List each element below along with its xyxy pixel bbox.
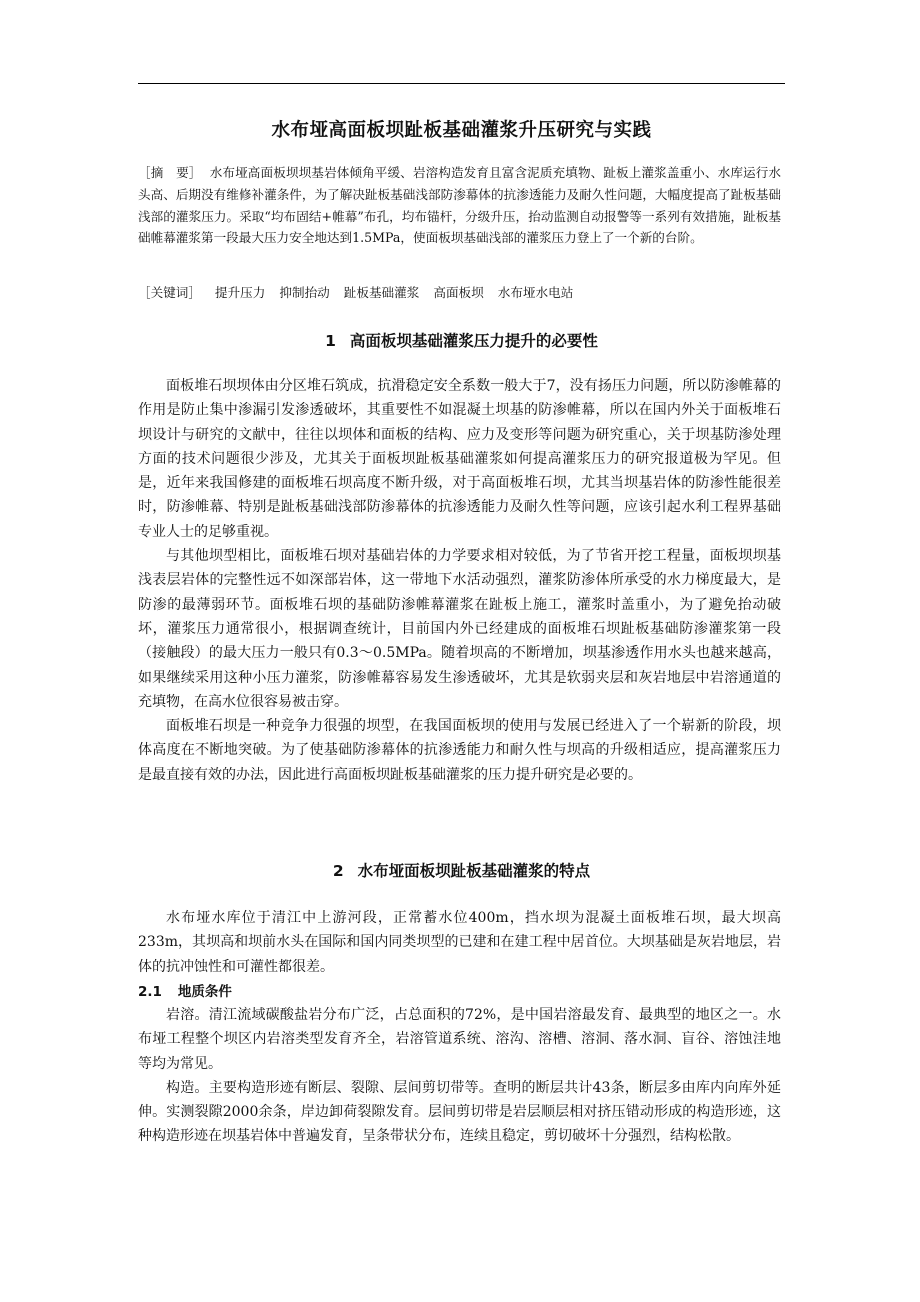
keyword: 提升压力	[214, 285, 266, 300]
paragraph: 与其他坝型相比，面板堆石坝对基础岩体的力学要求相对较低，为了节省开挖工程量，面板坝坝基浅表层岩体的完整性远不如深部岩体，这一带地下水活动强烈，灌浆防渗体所承受的水力梯度最大，是防渗的最薄弱环节。面板堆石坝的基础防渗帷幕灌浆在趾板上施工，灌浆时盖重小，为了避免抬动破坏，灌浆压力通常很小，根据调查统计，目前国内外已经建成的面板堆石坝趾板基础防渗灌浆第一段（接触段）的最大压力一般只有0.3～0.5MPa。随着坝高的不断增加，坝基渗透作用水头也越来越高，如果继续采用这种小压力灌浆，防渗帷幕容易发生渗透破坏，尤其是软弱夹层和灰岩地层中岩溶通道的充填物，在高水位很容易被击穿。	[138, 548, 781, 710]
section-number: 1	[325, 332, 336, 350]
paragraph: 构造。主要构造形迹有断层、裂隙、层间剪切带等。查明的断层共计43条，断层多由库内向库外延伸。实测裂隙2000余条，岸边卸荷裂隙发育。层间剪切带是岩层顺层相对挤压错动形成的构造形迹，这种构造形迹在坝基岩体中普遍发育，呈条带状分布，连续且稳定，剪切破坏十分强烈，结构松散。	[138, 1079, 781, 1145]
keyword: 抑制抬动	[279, 285, 330, 300]
abstract-text: 水布垭高面板坝坝基岩体倾角平缓、岩溶构造发育且富含泥质充填物、趾板上灌浆盖重小、水库运行水头高、后期没有维修补灌条件，为了解决趾板基础浅部防渗幕体的抗渗透能力及耐久性问题，大幅度提高了趾板基础浅部的灌浆压力。采取“均布固结+帷幕”布孔，均布锚杆，分级升压，抬动监测自动报警等一系列有效措施，趾板基础帷幕灌浆第一段最大压力安全地达到1.5MPa，使面板坝基础浅部的灌浆压力登上了一个新的台阶。	[138, 165, 782, 246]
abstract	[138, 162, 781, 249]
header-rule	[138, 83, 785, 84]
keywords	[138, 282, 781, 304]
paragraph: 岩溶。清江流域碳酸盐岩分布广泛，占总面积的72%，是中国岩溶最发育、最典型的地区之一。水布垭工程整个坝区内岩溶类型发育齐全，岩溶管道系统、溶沟、溶槽、溶洞、落水洞、盲谷、溶蚀洼地等均为常见。	[138, 1007, 781, 1072]
paragraph: 面板堆石坝是一种竞争力很强的坝型，在我国面板坝的使用与发展已经进入了一个崭新的阶段，坝体高度在不断地突破。为了使基础防渗幕体的抗渗透能力和耐久性与坝高的升级相适应，提高灌浆压力是最直接有效的办法，因此进行高面板坝趾板基础灌浆的压力提升研究是必要的。	[138, 718, 781, 783]
paper-title: 水布垭高面板坝趾板基础灌浆升压研究与实践	[271, 120, 652, 141]
keyword: 高面板坝	[433, 285, 484, 300]
section-2-1-body	[138, 1003, 781, 1149]
section-1-body	[138, 374, 781, 787]
section-number: 2	[332, 862, 344, 880]
section-title: 水布垭面板坝趾板基础灌浆的特点	[357, 862, 591, 880]
paragraph: 面板堆石坝坝体由分区堆石筑成，抗滑稳定安全系数一般大于7，没有扬压力问题，所以防渗帷幕的作用是防止集中渗漏引发渗透破坏，其重要性不如混凝土坝基的防渗帷幕，所以在国内外关于面板堆石坝设计与研究的文献中，往往以坝体和面板的结构、应力及变形等问题为研究重心，关于坝基防渗处理方面的技术问题很少涉及，尤其关于面板坝趾板基础灌浆如何提高灌浆压力的研究报道极为罕见。但是，近年来我国修建的面板堆石坝高度不断升级，对于高面板堆石坝，尤其当坝基岩体的防渗性能很差时，防渗帷幕、特别是趾板基础浅部防渗幕体的抗渗透能力及耐久性等问题，应该引起水利工程界基础专业人士的足够重视。	[138, 378, 781, 540]
subsection-heading	[138, 981, 781, 1003]
section-heading	[138, 330, 785, 352]
keywords-label: ［关键词］	[138, 285, 201, 300]
abstract-label: ［摘 要］	[138, 165, 202, 180]
paragraph: 水布垭水库位于清江中上游河段，正常蓄水位400m，挡水坝为混凝土面板堆石坝，最大坝高233m，其坝高和坝前水头在国际和国内同类坝型的已建和在建工程中居首位。大坝基础是灰岩地层，岩体的抗冲蚀性和可灌性都很差。	[138, 910, 781, 975]
section-title: 高面板坝基础灌浆压力提升的必要性	[349, 332, 598, 350]
subsection-number: 2.1	[138, 984, 162, 1000]
keyword: 水布垭水电站	[497, 285, 574, 300]
keyword: 趾板基础灌浆	[343, 285, 420, 300]
subsection-title: 地质条件	[177, 984, 232, 1000]
section-heading	[138, 860, 785, 882]
section-2-body	[138, 906, 781, 979]
